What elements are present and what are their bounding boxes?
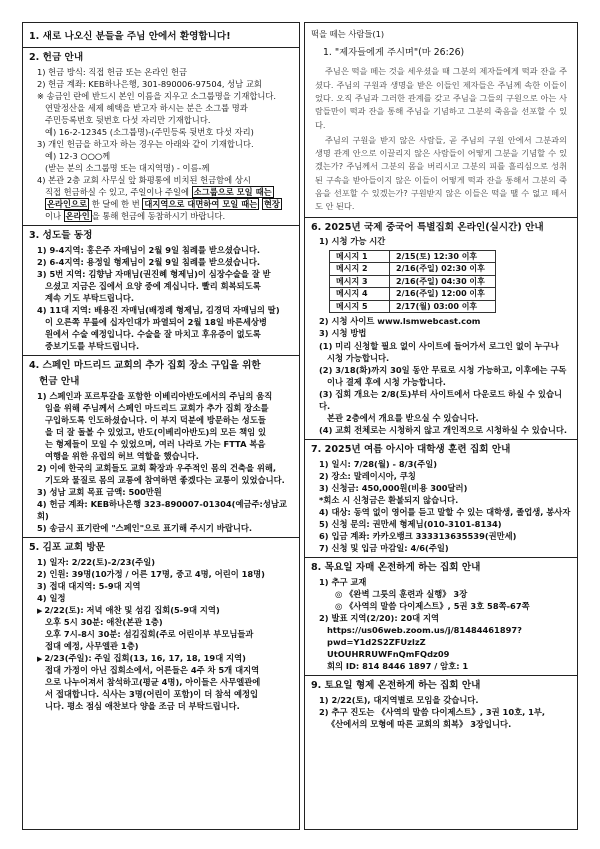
section-number: 9.	[311, 679, 322, 691]
section-number: 7.	[311, 443, 322, 455]
section-number: 3.	[29, 230, 40, 242]
spain-item-cont: 는 형제들이 모일 수 있었으며, 여러 나라로 가는 FTTA 복음	[45, 438, 266, 449]
text-span: 직접 헌금하실 수 있고, 주일이나 주일에	[45, 186, 190, 197]
webcast-method: (2) 3/18(화)까지 30일 동안 무료로 시청 가능하고, 이후에는 구독	[319, 364, 567, 375]
sisters-material-item: ◎ 《완벽 그릇의 훈련과 실행》 3장	[335, 588, 468, 599]
devotion-header: 떡을 떼는 사람들(1)	[311, 29, 385, 39]
webcast-schedule-table	[329, 250, 496, 314]
devotion-paragraph: 주님은 떡을 떼는 것을 세우셨을 때 그분의 제자들에게 떡과 잔을 주셨다. 주님의 구원과 생명을 받은 이들인 제자들은 주님께 속한 이들이었다. 오직 주님과 그러한 관계를 갖고 주님을 그들의 구원으로 아는 사람들만이 떡과 잔을 통해 주님을 기념하고 그분의 죽음을 선포할 수 있다.	[315, 66, 567, 130]
divider	[23, 225, 299, 226]
section-title-text: 목요일 자매 온전하게 하는 집회 안내	[324, 561, 481, 573]
table-cell: 메시지 1	[330, 250, 390, 263]
offering-box-line	[29, 186, 293, 198]
highlight-district: 대지역으로 대면하여 모일 때는	[144, 198, 258, 209]
news-item-cont: 이 오른쪽 무릎에 십자인대가 파열되어 2월 18일 바른세상병	[45, 317, 267, 328]
table-cell: 2/15(토) 12:30 이후	[390, 250, 496, 263]
offering-personal: 3) 개인 헌금을 하고자 하는 경우는 아래와 같이 기재합니다.	[37, 138, 254, 149]
table-cell: 2/16(주일) 04:30 이후	[390, 275, 496, 288]
table-row	[330, 275, 496, 288]
section-title-text: 새로 나오신 분들을 주님 안에서 환영합니다!	[42, 31, 231, 42]
highlight-online: 온라인으로	[47, 198, 88, 209]
visit-item: 니다. 평소 점심 애찬보다 양을 조금 더 부탁드립니다.	[45, 701, 240, 712]
offering-note-line: 주민등록번호 뒷번호 다섯 자리만 기재합니다.	[45, 114, 211, 125]
offering-note-line: 연말정산을 세제 혜택을 받고자 하시는 분은 소그룹 명과	[45, 102, 248, 113]
spain-item-cont: 기도와 물질로 몸의 교통에 참여하면 좋겠다는 교통이 있었습니다.	[45, 474, 285, 485]
section-title-text: 2025년 여름 아시아 대학생 훈련 집회 안내	[324, 443, 511, 455]
table-cell: 메시지 3	[330, 275, 390, 288]
news-item: 2) 6-4지역: 용정일 형제님이 2월 9일 침례를 받으셨습니다.	[37, 256, 261, 267]
news-item: 3) 5번 지역: 김향남 자매님(권진혜 형제님)이 심장수술을 잘 받	[37, 268, 271, 279]
visit-item: 오후 5시 30분: 애찬(본관 1층)	[45, 617, 163, 628]
devotion-paragraph: 주님의 구원을 받지 않은 사람들, 곧 주님의 구원 안에서 그분과의 생명 관계 안으로 이끌리지 않은 사람들이 어떻게 그분을 기념할 수 있겠는가? 주님께서 그분의 몸을 버리시고 그분의 피를 흘리심으로 성취된 구속을 받아들이지 않은 이들이 어떻게 떡과 잔을 통해서 그분의 죽음을 선포할 수 있겠는가? 구원받지 않은 이들은 떡을 땔 수 없고 떼서도 안 된다.	[315, 134, 567, 212]
section-number: 5.	[29, 542, 40, 554]
visit-item-cont: 접대 예정, 사무엘관 1층)	[45, 641, 139, 652]
offering-personal-example: 예) 12-3 ○○○께	[45, 150, 111, 161]
webcast-method-cont: 이나 결제 후에 시청 가능합니다.	[327, 376, 446, 387]
visit-item: 서 접대합니다. 식사는 3명(어린이 포함)이 더 참석 예정입	[45, 689, 259, 700]
section-title-text: 2025년 국제 중국어 특별집회 온라인(실시간) 안내	[324, 221, 544, 233]
offering-method: 1) 헌금 방식: 직접 헌금 또는 온라인 헌금	[37, 66, 187, 77]
right-column	[304, 22, 578, 830]
divider	[305, 557, 577, 558]
left-column	[22, 22, 300, 830]
sisters-material-label: 1) 추구 교재	[319, 576, 367, 587]
offering-box-line	[29, 210, 293, 222]
visit-date: 1) 일자: 2/22(토)-2/23(주일)	[37, 556, 156, 567]
highlight-online: 온라인	[65, 211, 90, 221]
divider	[23, 537, 299, 538]
visit-item: 오후 7시-8시 30분: 섬김집회(주로 어린이부 부모님들과	[45, 629, 254, 640]
sisters-material-item: ◎ 《사역의 말씀 다이제스트》, 5권 3호 58쪽-67쪽	[335, 600, 530, 611]
zoom-meeting-id: 회의 ID: 814 8446 1897 / 암호: 1	[327, 660, 469, 671]
training-refund-note: *회소 시 신청금은 환불되지 않습니다.	[319, 494, 459, 505]
brothers-item-cont: 《산에서의 모형에 따른 교회의 회복》 3장입니다.	[327, 718, 512, 729]
section-4-title-cont: 헌금 안내	[39, 375, 80, 387]
sisters-presenter: 2) 발표 지역(2/20): 20대 지역	[319, 612, 440, 623]
table-cell: 메시지 4	[330, 288, 390, 301]
devotion-verse-title: 1. "제자들에게 주시며"(마 26:26)	[323, 47, 465, 59]
visit-day1	[29, 604, 293, 616]
webcast-method-label: 3) 시청 방법	[319, 328, 367, 339]
offering-note: ※ 송금인 란에 반드시 본인 이름을 지우고 소그룹명을 기재합니다.	[37, 90, 277, 101]
training-account: 6) 입금 계좌: 카카오뱅크 333313635539(권만세)	[319, 530, 517, 541]
table-cell: 메시지 2	[330, 263, 390, 276]
section-6-title	[311, 221, 571, 235]
section-7-title	[311, 443, 571, 457]
brothers-item: 2) 추구 진도는 《사역의 말씀 다이제스트》, 3권 10호, 1부,	[319, 706, 546, 717]
section-number: 8.	[311, 561, 322, 573]
webcast-method: (3) 집회 개요는 2/8(토)부터 사이트에서 다운로드 하실 수 있습니다.	[319, 388, 562, 411]
text-span: 을 통해 헌금에 동참하시기 바랍니다.	[91, 211, 226, 221]
highlight-small-group: 소그룹으로 모일 때는	[193, 186, 272, 197]
table-row	[330, 263, 496, 276]
section-title-text: 토요일 형제 온전하게 하는 집회 안내	[324, 679, 481, 691]
visit-item: 접대 가정이 아닌 집회소에서, 어른들은 4주 차 5개 대지역	[45, 665, 260, 676]
visit-schedule-label: 4) 일정	[37, 593, 66, 604]
news-item-cont: 으셨고 지금은 집에서 요양 중에 계십니다. 빨리 회복되도록	[45, 280, 261, 291]
section-title-text: 김포 교회 방문	[42, 542, 105, 554]
brothers-item: 1) 2/22(토), 대지역별로 모임을 갖습니다.	[319, 694, 479, 705]
table-cell: 2/16(주일) 02:30 이후	[390, 263, 496, 276]
offering-example: 예) 16-2-12345 (소그룹명)-(주민등록 뒷번호 다섯 자리)	[45, 126, 254, 137]
section-title-text: 헌금 안내	[42, 51, 84, 63]
news-item: 1) 9-4지역: 홍은주 자매님이 2월 9일 침례를 받으셨습니다.	[37, 244, 261, 255]
webcast-method-cont: 시청 가능합니다.	[327, 352, 390, 363]
table-cell: 2/16(주일) 12:00 이후	[390, 288, 496, 301]
highlight-onsite: 현장	[263, 198, 280, 209]
spain-goal: 3) 성남 교회 목표 금액: 500만원	[37, 487, 162, 497]
news-item-cont: 중보기도를 부탁드립니다.	[45, 341, 140, 352]
text-span: 2/23(주일): 주일 집회(13, 16, 17, 18, 19대 지역)	[44, 653, 246, 664]
webcast-method: (1) 미리 신청할 필요 없이 사이트에 들어가서 로그인 없이 누구나	[319, 340, 559, 351]
table-row	[330, 250, 496, 263]
divider	[305, 439, 577, 440]
spain-item: 1) 스페인과 포르투갈을 포함한 이베리아반도에서의 주님의 움직	[37, 390, 273, 401]
triangle-bullet-icon: ▶	[37, 655, 43, 664]
text-span: 한 달에 한 번	[91, 198, 140, 209]
section-number: 2.	[29, 51, 40, 63]
spain-item: 2) 이에 한국의 교회들도 교회 확장과 우주적인 몸의 건축을 위해,	[37, 462, 277, 473]
offering-account: 2) 헌금 계좌: KEB하나은행, 301-890006-97504, 성남 교회	[37, 78, 262, 89]
zoom-link[interactable]: https://us06web.zoom.us/j/81484461897?pwd=Y1d2S2ZFUzlzZ	[327, 624, 522, 647]
text-span: 이나	[45, 211, 62, 221]
text-span: 2/22(토): 저녁 애찬 및 섬김 집회(5-9대 지역)	[44, 605, 220, 616]
offering-box: 4) 본관 2층 교회 사무실 앞 화평통에 비치된 헌금함에 상시	[37, 174, 251, 185]
section-5-title	[29, 541, 293, 555]
triangle-bullet-icon: ▶	[37, 607, 43, 616]
section-number: 4.	[29, 360, 40, 372]
visit-item: 으로 나누어져서 참석하고(평균 4명), 아이들은 사무엘관에	[45, 677, 261, 688]
section-2-title	[29, 51, 293, 65]
spain-item-cont: 여행을 위한 유럽의 허브 역할을 했습니다.	[45, 450, 199, 461]
news-item-cont: 원에서 수술 예정입니다. 수술을 잘 마치고 후유증이 없도록	[45, 329, 261, 340]
webcast-method-cont: 본관 2층에서 개요를 받으실 수 있습니다.	[327, 412, 479, 423]
training-fee: 3) 신청금: 450,000원(비용 300달러)	[319, 482, 468, 493]
divider	[23, 47, 299, 48]
table-row	[330, 300, 496, 313]
webcast-times-label: 1) 시청 가능 시간	[319, 236, 386, 247]
section-9-title	[311, 679, 571, 693]
table-cell: 메시지 5	[330, 300, 390, 313]
webcast-site: 2) 시청 사이트 www.lsmwebcast.com	[319, 316, 481, 327]
news-item: 4) 11대 지역: 배용진 자매님(배정례 형제님, 김경덕 자매님의 딸)	[37, 305, 280, 315]
training-contact: 5) 신청 문의: 권만세 형제님(010-3101-8134)	[319, 518, 502, 529]
divider	[23, 355, 299, 356]
section-title-text: 성도들 동정	[42, 230, 93, 242]
webcast-method: (4) 교회 전체로는 시청하지 않고 개인적으로 시청하실 수 있습니다.	[319, 424, 568, 435]
training-date: 1) 일시: 7/28(월) - 8/3(주일)	[319, 458, 438, 469]
offering-box-line	[29, 198, 293, 210]
spain-note: 5) 송금시 표기란에 "스페인"으로 표기해 주시기 바랍니다.	[37, 523, 253, 534]
visit-people: 2) 인원: 39명(10가정 / 어른 17명, 중고 4명, 어린이 18명)	[37, 568, 265, 579]
spain-account: 4) 헌금 계좌: KEB하나은행 323-890007-01304(예금주:성남교회)	[37, 499, 287, 522]
table-cell: 2/17(월) 03:00 이후	[390, 300, 496, 313]
section-number: 6.	[311, 221, 322, 233]
section-number: 1.	[29, 31, 40, 42]
training-target: 4) 대상: 동역 없이 영어를 듣고 말할 수 있는 대학생, 졸업생, 봉사자	[319, 506, 571, 517]
table-row	[330, 288, 496, 301]
section-8-title	[311, 561, 571, 575]
zoom-link-cont[interactable]: UtOUHRRUWFnQmFQdz09	[327, 648, 450, 659]
spain-item-cont: 구입하도록 인도하셨습니다. 이 부지 덕분에 방문하는 성도들	[45, 414, 266, 425]
devotion-body	[311, 65, 571, 213]
section-3-title	[29, 229, 293, 243]
visit-host: 3) 접대 대지역: 5-9대 지역	[37, 581, 141, 591]
section-title-text: 스페인 마드리드 교회의 추가 집회 장소 구입을 위한	[42, 360, 261, 372]
spain-item-cont: 임을 위해 주님께서 스페인 마드리드 교회가 추가 집회 장소를	[45, 402, 269, 413]
visit-day2	[29, 652, 293, 664]
news-item-cont: 계속 기도 부탁드립니다.	[45, 292, 135, 303]
training-place: 2) 장소: 말레이시아, 쿠칭	[319, 470, 416, 481]
training-deadline: 7) 신청 및 입금 마감일: 4/6(주일)	[319, 542, 449, 553]
offering-personal-note: (받는 분의 소그룹명 또는 대지역명) - 이름-께	[45, 162, 210, 173]
spain-item-cont: 을 더 잘 돌볼 수 있었고, 반도(이베리아반도)의 모든 책임 있	[45, 426, 267, 437]
divider	[305, 675, 577, 676]
divider	[305, 217, 577, 218]
section-1-title	[29, 30, 293, 44]
bulletin-page	[22, 22, 578, 830]
section-4-title	[29, 359, 293, 373]
